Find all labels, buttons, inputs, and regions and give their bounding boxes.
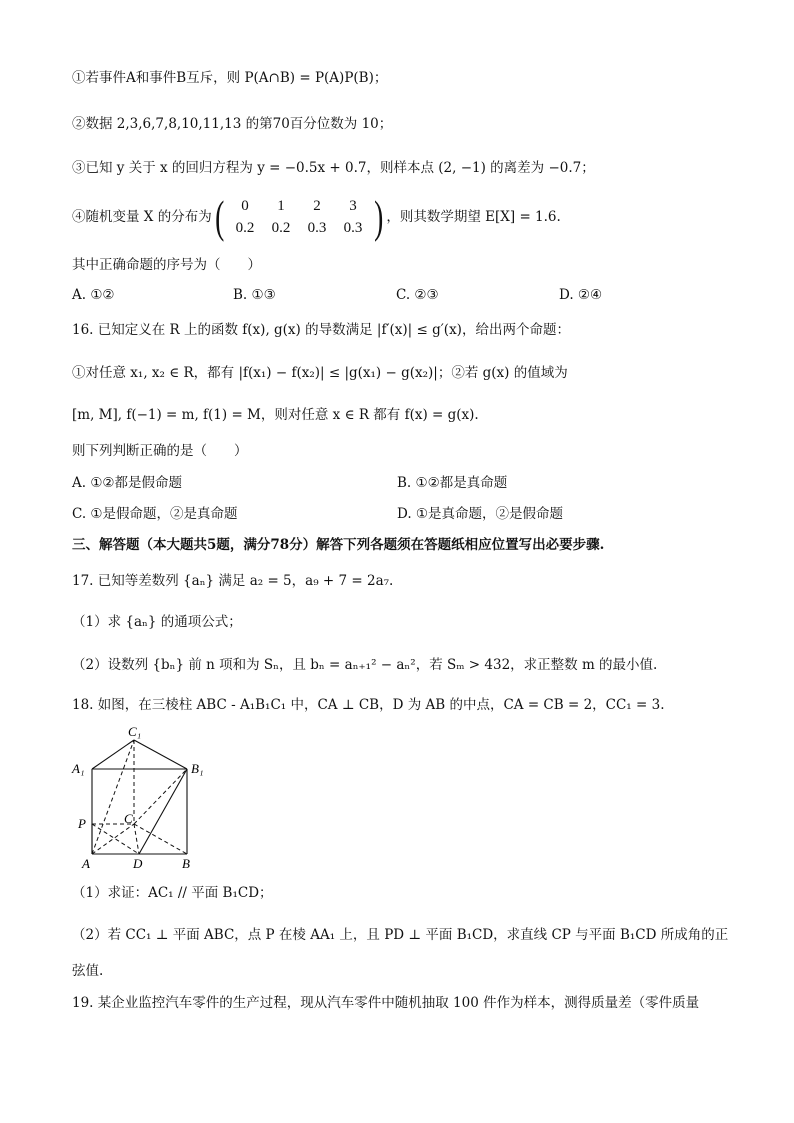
distribution-matrix [212,191,387,242]
label-p: P [78,816,86,831]
q15-option-a: A. ①② [72,287,115,303]
q18-part-1: （1）求证：AC₁ // 平面 B₁CD； [72,885,273,901]
q15-item-1: ①若事件A和事件B互斥，则 P(A∩B) = P(A)P(B)； [72,70,388,86]
edge-c-d [134,824,139,854]
matrix-cell: 0 [241,198,249,214]
label-a1: A₁ [72,761,85,776]
matrix-cell: 3 [349,198,357,214]
label-b1: B₁ [191,761,204,776]
matrix-cell: 2 [313,198,321,214]
matrix-cell: 0.3 [307,220,327,236]
q16-line-2: ①对任意 x₁, x₂ ∈ R，都有 |f(x₁) − f(x₂)| ≤ |g(x₁) − g(x₂)|；②若 g(x) 的值域为 [72,365,568,381]
matrix-cell: 0.2 [271,220,291,236]
q16-line-3: [m, M], f(−1) = m, f(1) = M，则对任意 x ∈ R 都有 f(x) = g(x). [72,407,479,423]
q15-question: 其中正确命题的序号为（ ） [72,257,261,273]
q15-option-d: D. ②④ [559,287,603,303]
matrix-cell: 0.2 [235,220,255,236]
prism-figure [70,724,220,874]
section-3-heading: 三、解答题（本大题共5题，满分78分）解答下列各题须在答题纸相应位置写出必要步骤. [72,537,605,553]
q16-option-c: C. ①是假命题，②是真命题 [72,506,238,522]
matrix-grid [227,196,371,238]
label-c: C [124,811,133,826]
q16-stem: 16. 已知定义在 R 上的函数 f(x), g(x) 的导数满足 |f′(x)| ≤ g′(x)，给出两个命题： [72,322,570,338]
q17-part-1: （1）求 {aₙ} 的通项公式； [72,614,242,630]
q15-item-2: ②数据 2,3,6,7,8,10,11,13 的第70百分位数为 10； [72,116,393,132]
right-paren: ) [374,191,384,242]
matrix-cell: 0.3 [343,220,363,236]
label-a: A [82,856,90,871]
label-c1: C₁ [128,724,142,739]
left-paren: ( [214,191,224,242]
q18-part-2: （2）若 CC₁ ⊥ 平面 ABC，点 P 在棱 AA₁ 上，且 PD ⊥ 平面 B₁CD，求直线 CP 与平面 B₁CD 所成角的正 [72,927,729,943]
q16-question: 则下列判断正确的是（ ） [72,443,248,459]
label-b: B [182,856,190,871]
q19-stem: 19. 某企业监控汽车零件的生产过程，现从汽车零件中随机抽取 100 件作为样本，测得质量差（零件质量 [72,995,700,1011]
q18-stem: 18. 如图，在三棱柱 ABC - A₁B₁C₁ 中，CA ⊥ CB，D 为 AB 的中点，CA = CB = 2，CC₁ = 3. [72,697,665,713]
q15-option-c: C. ②③ [396,287,439,303]
q16-option-a: A. ①②都是假命题 [72,475,183,491]
label-d: D [133,856,143,871]
q16-option-b: B. ①②都是真命题 [397,475,508,491]
q15-item-4-suffix: ，则其数学期望 E[X] = 1.6. [386,209,561,225]
matrix-cell: 1 [277,198,285,214]
q15-item-4 [72,193,561,241]
edge-c1-b1 [134,740,187,769]
q17-part-2: （2）设数列 {bₙ} 前 n 项和为 Sₙ，且 bₙ = aₙ₊₁² − aₙ²，若 Sₘ > 432，求正整数 m 的最小值. [72,657,658,673]
q15-item-4-prefix: ④随机变量 X 的分布为 [72,209,212,225]
q15-option-b: B. ①③ [233,287,276,303]
q17-stem: 17. 已知等差数列 {aₙ} 满足 a₂ = 5，a₉ + 7 = 2a₇. [72,573,394,589]
edge-a1-c1 [92,740,134,769]
q16-option-d: D. ①是真命题，②是假命题 [397,506,564,522]
q15-item-3: ③已知 y 关于 x 的回归方程为 y = −0.5x + 0.7，则样本点 (2, −1) 的离差为 −0.7； [72,160,595,176]
q18-part-2-cont: 弦值. [72,963,104,979]
